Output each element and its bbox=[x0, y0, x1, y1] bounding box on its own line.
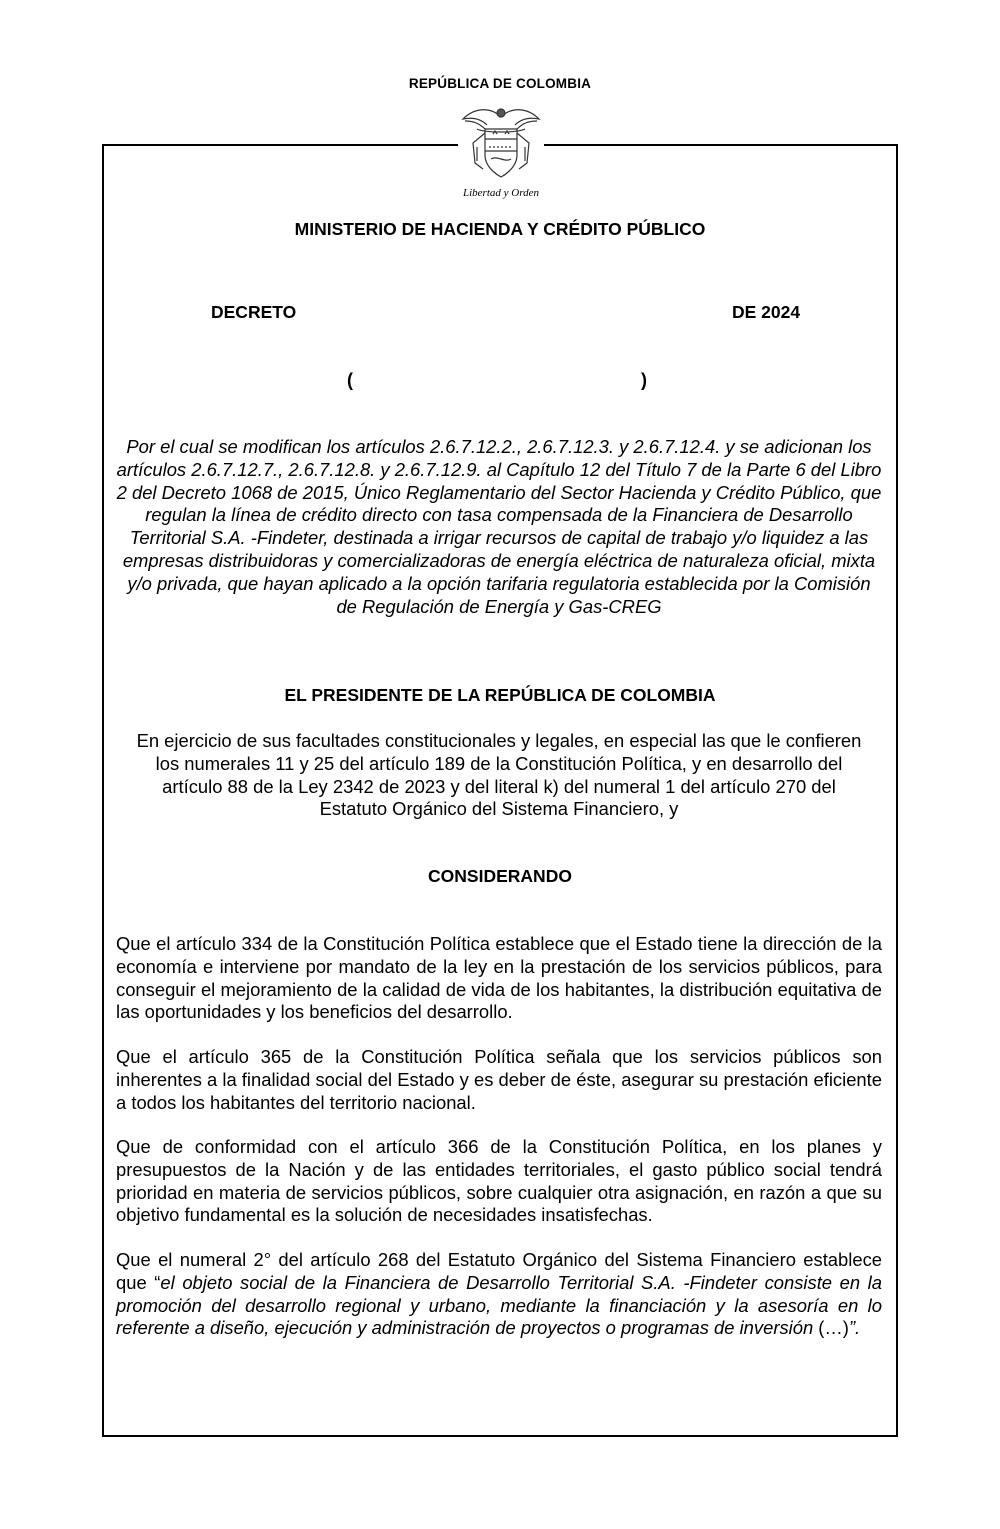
decree-label: DECRETO bbox=[211, 302, 297, 322]
powers-paragraph: En ejercicio de sus facultades constitucionales y legales, en especial las que le confieren los numerales 11 y 25 del artículo 189 de la Constitución Política, y en desarrollo del artículo 88 de la Ley 2342 de 2023 y del literal k) del numeral 1 del artículo 270 del Estatuto Orgánico del Sistema Financiero, y bbox=[136, 730, 862, 820]
ministry-title: MINISTERIO DE HACIENDA Y CRÉDITO PÚBLICO bbox=[294, 219, 706, 239]
considerando-paragraph-3: Que de conformidad con el artículo 366 de la Constitución Política, en los planes y presupuestos de la Nación y de las entidades territoriales, el gasto público social tendrá prioridad en materia de servicios públicos, sobre cualquier otra asignación, en razón a que su objetivo fundamental es la solución de necesidades insatisfechas. bbox=[116, 1136, 882, 1226]
paragraph-4-ellipsis: (…) bbox=[813, 1317, 849, 1339]
decree-year: DE 2024 bbox=[732, 302, 801, 322]
republic-heading: REPÚBLICA DE COLOMBIA bbox=[408, 76, 592, 91]
considerando-paragraph-4 bbox=[116, 1249, 882, 1340]
considerando-heading: CONSIDERANDO bbox=[428, 866, 572, 886]
considerando-paragraph-2: Que el artículo 365 de la Constitución Política señala que los servicios públicos son inherentes a la finalidad social del Estado y es deber de éste, asegurar su prestación eficiente a todos los habitantes del territorio nacional. bbox=[116, 1046, 882, 1113]
decree-number-paren-close: ) bbox=[641, 370, 647, 390]
paragraph-4-close: ”. bbox=[848, 1317, 861, 1339]
considerando-paragraph-1: Que el artículo 334 de la Constitución Política establece que el Estado tiene la dirección de la economía e interviene por mandato de la ley en la prestación de los servicios públicos, para conseguir el mejoramiento de la calidad de vida de los habitantes, la distribución equitativa de las oportunidades y los beneficios del desarrollo. bbox=[116, 933, 882, 1023]
condor-shield-icon bbox=[455, 103, 547, 187]
seal-motto: Libertad y Orden bbox=[463, 187, 539, 199]
coat-of-arms-seal bbox=[455, 103, 547, 203]
decree-number-paren-open: ( bbox=[347, 370, 353, 390]
paragraph-4-quote: el objeto social de la Financiera de Desarrollo Territorial S.A. -Findeter consiste en la promoción del desarrollo regional y urbano, mediante la financiación y la asesoría en lo referente a diseño, ejecución y administración de proyectos o programas de inversión bbox=[116, 1271, 882, 1339]
president-heading: EL PRESIDENTE DE LA REPÚBLICA DE COLOMBIA bbox=[284, 685, 716, 705]
decree-summary: Por el cual se modifican los artículos 2.6.7.12.2., 2.6.7.12.3. y 2.6.7.12.4. y se adicionan los artículos 2.6.7.12.7., 2.6.7.12.8. y 2.6.7.12.9. al Capítulo 12 del Título 7 de la Parte 6 del Libro 2 del Decreto 1068 de 2015, Único Reglamentario del Sector Hacienda y Crédito Público, que regulan la línea de crédito directo con tasa compensada de la Financiera de Desarrollo Territorial S.A. -Findeter, destinada a irrigar recursos de capital de trabajo y/o liquidez a las empresas distribuidoras y comercializadoras de energía eléctrica de naturaleza oficial, mixta y/o privada, que hayan aplicado a la opción tarifaria regulatoria establecida por la Comisión de Regulación de Energía y Gas-CREG bbox=[116, 436, 882, 617]
paragraph-4-lead: Que el numeral 2° del artículo 268 del Estatuto Orgánico del Sistema Financiero establece que “ bbox=[116, 1249, 882, 1293]
